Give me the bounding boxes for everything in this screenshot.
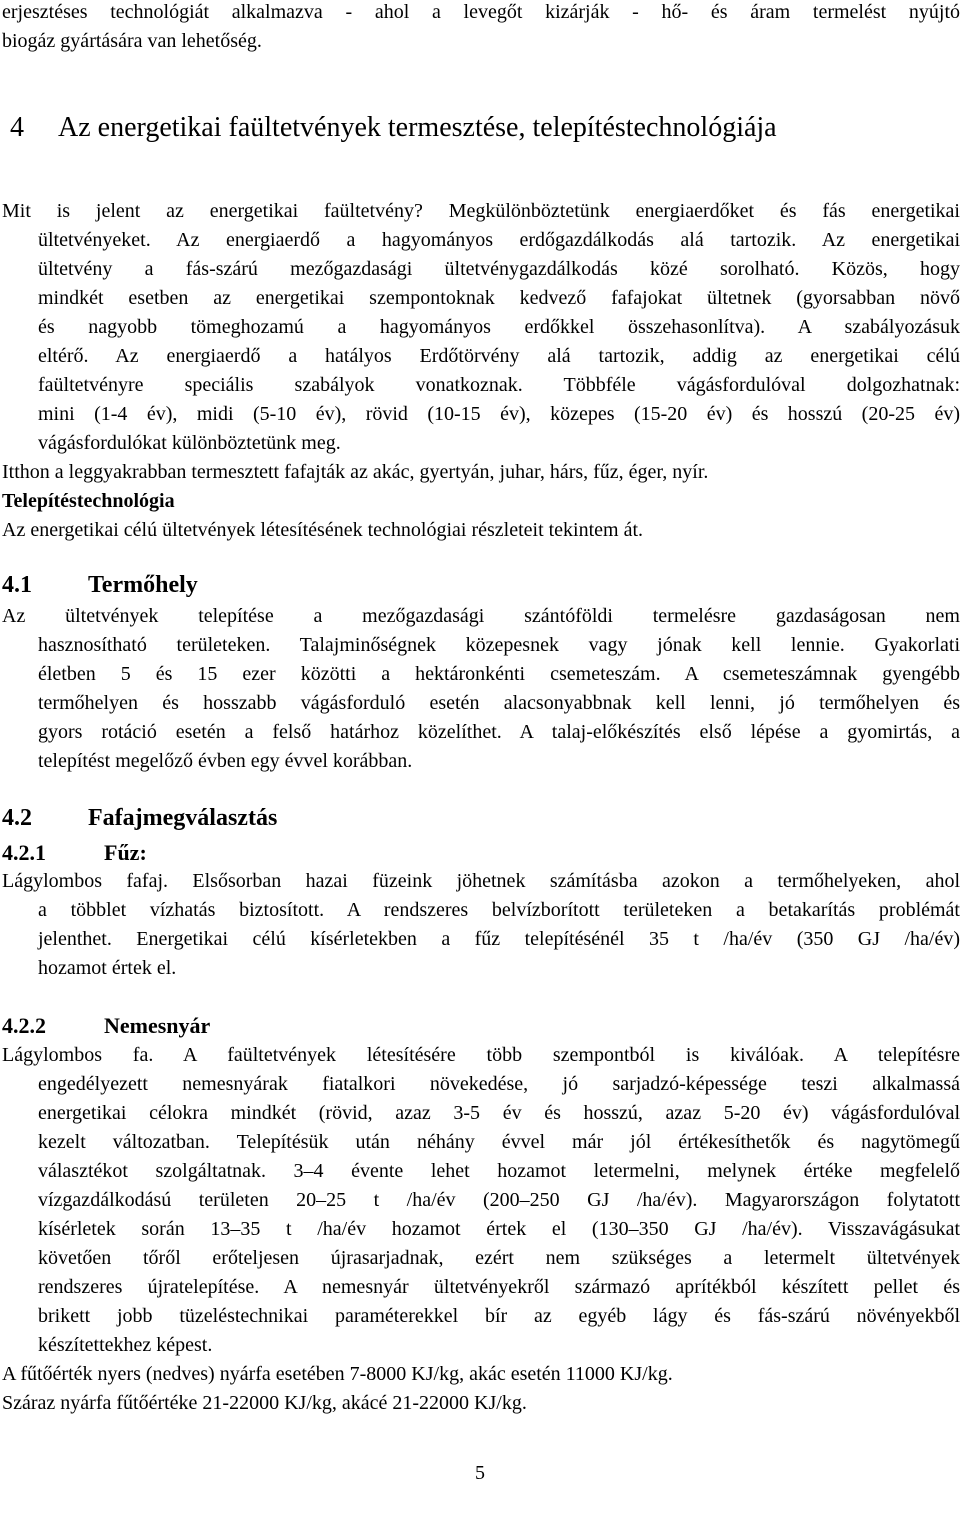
paragraph-line: életben 5 és 15 ezer közötti a hektáronkénti csemeteszám. A csemeteszámnak gyengébb [38, 663, 960, 685]
paragraph-line: mindkét esetben az energetikai szempontoknak kedvező fafajokat ültetnek (gyorsabban növő [38, 287, 960, 309]
section-4-1-paragraph [2, 602, 960, 776]
section-4-2-1-paragraph [2, 867, 960, 983]
paragraph-line: és nagyobb tömeghozamú a hagyományos erdőkkel összehasonlítva). A szabályozásuk [38, 316, 960, 338]
section-4-paragraph [2, 197, 960, 545]
paragraph-line: faültetvényre speciális szabályok vonatkoznak. Többféle vágásfordulóval dolgozhatnak: [38, 374, 960, 396]
section-number: 4.2.2 [2, 1013, 46, 1038]
section-number: 4.2 [2, 805, 32, 831]
paragraph-line: választékot szolgáltatnak. 3–4 évente lehet hozamot letermelni, melynek értéke megfelelő [38, 1160, 960, 1182]
paragraph-line: rendszeres újratelepítése. A nemesnyár ültetvényekről származó aprítékból készített pellet és [38, 1276, 960, 1298]
paragraph-line: vízgazdálkodású területen 20–25 t /ha/év (200–250 GJ /ha/év). Magyarországon folytatott [38, 1189, 960, 1211]
page-number: 5 [475, 1462, 485, 1484]
heat-value-dry: Száraz nyárfa fűtőértéke 21-22000 KJ/kg, akácé 21-22000 KJ/kg. [2, 1392, 527, 1414]
paragraph-line: Mit is jelent az energetikai faültetvény? Megkülönböztetünk energiaerdőket és fás energetikai [2, 200, 960, 222]
paragraph-line: gyors rotáció esetén a felső határhoz közelíthet. A talaj-előkészítés első lépése a gyomirtás, a [38, 721, 960, 743]
section-number: 4.2.1 [2, 840, 46, 865]
heat-value-wet: A fűtőérték nyers (nedves) nyárfa esetében 7-8000 KJ/kg, akác esetén 11000 KJ/kg. [2, 1363, 673, 1385]
paragraph-line: brikett jobb tüzeléstechnikai paraméterekkel bír az egyéb lágy és fás-szárú növényekből [38, 1305, 960, 1327]
paragraph-line: telepítést megelőző évben egy évvel korábban. [38, 750, 413, 772]
section-4-1-heading [2, 569, 198, 601]
paragraph-line: követően tőről erőteljesen újrasarjadnak, ezért nem szükséges a letermelt ültetvények [38, 1247, 960, 1269]
paragraph-line: a többlet vízhatás biztosított. A rendszeres belvízborított területeken a betakarítás problémát [38, 899, 960, 921]
section-title: Termőhely [88, 572, 198, 598]
section-number: 4 [10, 112, 24, 143]
paragraph-line: energetikai célokra mindkét (rövid, azaz 3-5 év és hosszú, azaz 5-20 év) vágásfordulóval [38, 1102, 960, 1124]
section-4-heading [10, 108, 777, 148]
paragraph-line: Az ültetvények telepítése a mezőgazdasági szántóföldi termelésre gazdaságosan nem [2, 605, 960, 627]
paragraph-line: jelenthet. Energetikai célú kísérletekben a fűz telepítésénél 35 t /ha/év (350 GJ /ha/év) [38, 928, 960, 950]
paragraph-line: engedélyezett nemesnyárak fiatalkori növekedése, jó sarjadzó-képessége teszi alkalmassá [38, 1073, 960, 1095]
paragraph-line: eltérő. Az energiaerdő a hatályos Erdőtörvény alá tartozik, addig az energetikai célú [38, 345, 960, 367]
paragraph-line: mini (1-4 év), midi (5-10 év), rövid (10-15 év), közepes (15-20 év) és hosszú (20-25 év) [38, 403, 960, 425]
paragraph-line: ültetvényeket. Az energiaerdő a hagyományos erdőgazdálkodás alá tartozik. Az energetikai [38, 229, 960, 251]
section-title: Az energetikai faültetvények termesztése, telepítéstechnológiája [58, 112, 777, 143]
section-4-2-2-paragraph [2, 1041, 960, 1418]
paragraph-line: készítettekhez képest. [38, 1334, 213, 1356]
section-title: Fűz: [104, 840, 147, 865]
paragraph-line: kísérletek során 13–35 t /ha/év hozamot értek el (130–350 GJ /ha/év). Visszavágásukat [38, 1218, 960, 1240]
section-4-2-1-heading [2, 838, 147, 868]
subheading: Telepítéstechnológia [2, 490, 175, 512]
intro-paragraph [2, 0, 960, 56]
paragraph-line: hozamot értek el. [38, 957, 177, 979]
paragraph-line: hasznosítható területeken. Talajminőségnek közepesnek vagy jónak kell lennie. Gyakorlati [38, 634, 960, 656]
section-4-2-heading [2, 802, 277, 834]
paragraph-line: termőhelyen és hosszabb vágásforduló esetén alacsonyabbnak kell lenni, jó termőhelyen és [38, 692, 960, 714]
paragraph-line: ültetvény a fás-szárú mezőgazdasági ültetvénygazdálkodás közé sorolható. Közös, hogy [38, 258, 960, 280]
intro-line: biogáz gyártására van lehetőség. [2, 30, 262, 52]
paragraph-line: Lágylombos fafaj. Elsősorban hazai füzeink jöhetnek számításba azokon a termőhelyeken, ahol [2, 870, 960, 892]
paragraph-line: kezelt változatban. Telepítésük után néhány évvel már jól értékesíthetők és nagytömegű [38, 1131, 960, 1153]
section-number: 4.1 [2, 572, 32, 598]
subheading-text: Az energetikai célú ültetvények létesítésének technológiai részleteit tekintem át. [2, 519, 644, 541]
species-line: Itthon a leggyakrabban termesztett fafajták az akác, gyertyán, juhar, hárs, fűz, éger, nyír. [2, 461, 709, 483]
section-title: Nemesnyár [104, 1013, 211, 1038]
intro-line: erjesztéses technológiát alkalmazva - ahol a levegőt kizárják - hő- és áram termelést nyújtó [2, 1, 960, 23]
paragraph-line: Lágylombos fa. A faültetvények létesítésére több szempontból is kiválóak. A telepítésre [2, 1044, 960, 1066]
section-title: Fafajmegválasztás [88, 805, 278, 831]
section-4-2-2-heading [2, 1011, 210, 1041]
paragraph-line: vágásfordulókat különböztetünk meg. [38, 432, 341, 454]
